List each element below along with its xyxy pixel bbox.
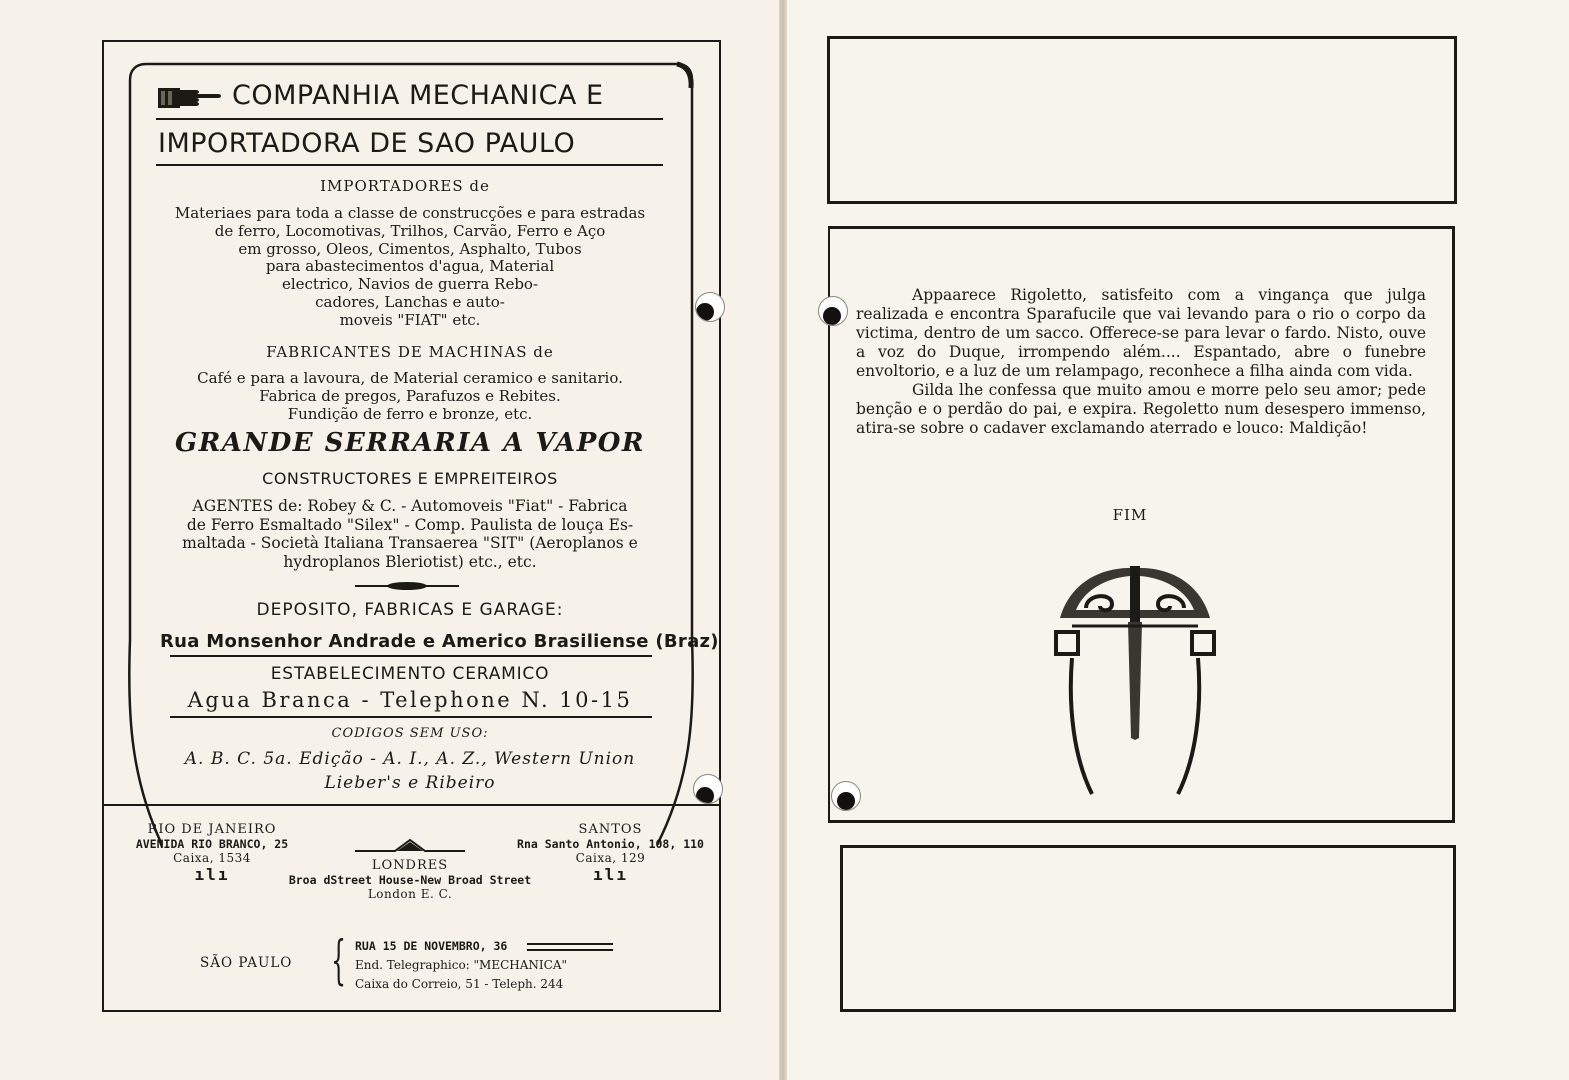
binding-hole — [693, 774, 723, 804]
end-mark: FIM — [1112, 506, 1148, 524]
materials-line: de ferro, Locomotivas, Trilhos, Carvão, Ferro e Aço — [214, 221, 606, 240]
manufacturers-line: Fundição de ferro e bronze, etc. — [287, 404, 533, 423]
constructors-heading: CONSTRUCTORES E EMPREITEIROS — [262, 469, 558, 488]
book-gutter — [779, 0, 787, 1080]
deposito-underline — [170, 655, 652, 657]
serraria-heading: GRANDE SERRARIA A VAPOR — [175, 428, 645, 458]
materials-line: em grosso, Oleos, Cimentos, Asphalto, Tubos — [238, 239, 582, 258]
materials-line: electrico, Navios de guerra Rebo- — [281, 275, 539, 294]
header-rule-bottom — [156, 164, 663, 166]
binding-hole — [818, 296, 848, 326]
branch-city: LONDRES — [371, 858, 449, 873]
branch-telegraph: End. Telegraphico: "MECHANICA" — [355, 958, 568, 972]
agents-line: maltada - Società Italiana Transaerea "SIT" (Aeroplanos e — [182, 534, 638, 552]
codes-line: A. B. C. 5a. Edição - A. I., A. Z., Western Union — [184, 749, 636, 769]
materials-list — [150, 205, 670, 330]
divider-ornament — [355, 580, 459, 592]
blank-frame-top — [827, 36, 1457, 204]
binding-hole — [831, 781, 861, 811]
importers-title: IMPORTADORES de — [320, 177, 490, 195]
deposito-title: DEPOSITO, FABRICAS E GARAGE: — [256, 600, 564, 620]
branch-londres — [280, 838, 540, 901]
company-name-line2: IMPORTADORA DE SAO PAULO — [158, 128, 576, 159]
ceramico-phone: Agua Branca - Telephone N. 10-15 — [187, 688, 633, 712]
roof-ornament — [355, 838, 465, 854]
ceramico-title: ESTABELECIMENTO CERAMICO — [270, 664, 550, 684]
brace-icon: { — [331, 931, 346, 991]
phone-underline — [170, 716, 652, 718]
materials-line: cadores, Lanchas e auto- — [315, 292, 505, 311]
telegraph-mark: ılı — [194, 865, 230, 884]
materials-line: para abastecimentos d'agua, Material — [265, 257, 555, 276]
branch-address: RUA 15 DE NOVEMBRO, 36 — [355, 939, 508, 953]
deposito-address: Rua Monsenhor Andrade e Americo Brasiliense (Braz) — [160, 631, 719, 652]
branch-box: Caixa, 129 — [575, 851, 646, 865]
branch-sao-paulo-city: SÃO PAULO — [200, 955, 293, 971]
manufacturers-line: Café e para a lavoura, de Material ceramico e sanitario. — [197, 369, 623, 387]
manufacturers-line: Fabrica de pregos, Parafuzos e Rebites. — [259, 386, 561, 405]
codes-line: Lieber's e Ribeiro — [324, 773, 496, 793]
materials-line: Materiaes para toda a classe de construcções e para estradas — [174, 204, 646, 222]
branch-box: London E. C. — [367, 887, 453, 901]
pointing-hand-icon — [156, 85, 224, 111]
agents-line: AGENTES de: Robey & C. - Automoveis "Fiat" - Fabrica — [192, 497, 628, 515]
materials-line: moveis "FIAT" etc. — [339, 310, 481, 329]
double-rule — [527, 943, 613, 951]
branch-rio — [118, 822, 306, 884]
branch-box: Caixa, 1534 — [173, 851, 251, 865]
synopsis-paragraph: Gilda lhe confessa que muito amou e morre pelo seu amor; pede benção e o perdão do pai, e expira. Regoletto num desespero immenso, atira-se sobre o cadaver exclamando aterrado e louco: Maldição! — [856, 381, 1426, 437]
branch-city: SANTOS — [578, 822, 643, 837]
branch-city: RIO DE JANEIRO — [147, 822, 277, 837]
branch-box: Caixa do Correio, 51 - Teleph. 244 — [355, 977, 564, 991]
codes-title: CODIGOS SEM USO: — [331, 726, 489, 741]
company-name-line1: COMPANHIA MECHANICA E — [232, 80, 604, 111]
manufacturers-list — [150, 370, 670, 423]
header-rule-top — [156, 118, 663, 120]
branch-address: Broa dStreet House-New Broad Street — [288, 873, 532, 887]
branch-address: AVENIDA RIO BRANCO, 25 — [135, 837, 289, 851]
branches-divider — [102, 804, 721, 806]
branch-address: Rna Santo Antonio, 108, 110 — [517, 837, 704, 851]
art-nouveau-ornament — [1050, 558, 1220, 798]
agents-line: hydroplanos Bleriotist) etc., etc. — [283, 552, 537, 571]
synopsis-text — [856, 286, 1426, 438]
agents-list — [150, 497, 670, 571]
telegraph-mark: ılı — [593, 865, 628, 884]
agents-line: de Ferro Esmaltado "Silex" - Comp. Paulista de louça Es- — [186, 515, 634, 534]
binding-hole — [695, 292, 725, 322]
synopsis-paragraph: Appaarece Rigoletto, satisfeito com a vingança que julga realizada e encontra Sparafucile que vai levando para o rio o corpo da victima, dentro de um sacco. Offerece-se para levar o fardo. Nisto, ouve a voz do Duque, irrompendo além.... Espantado, abre o funebre envoltorio, e a luz de um relampago, reconhece a filha ainda com vida. — [856, 286, 1426, 380]
blank-frame-bottom — [840, 845, 1456, 1012]
manufacturers-title: FABRICANTES DE MACHINAS de — [266, 343, 554, 361]
